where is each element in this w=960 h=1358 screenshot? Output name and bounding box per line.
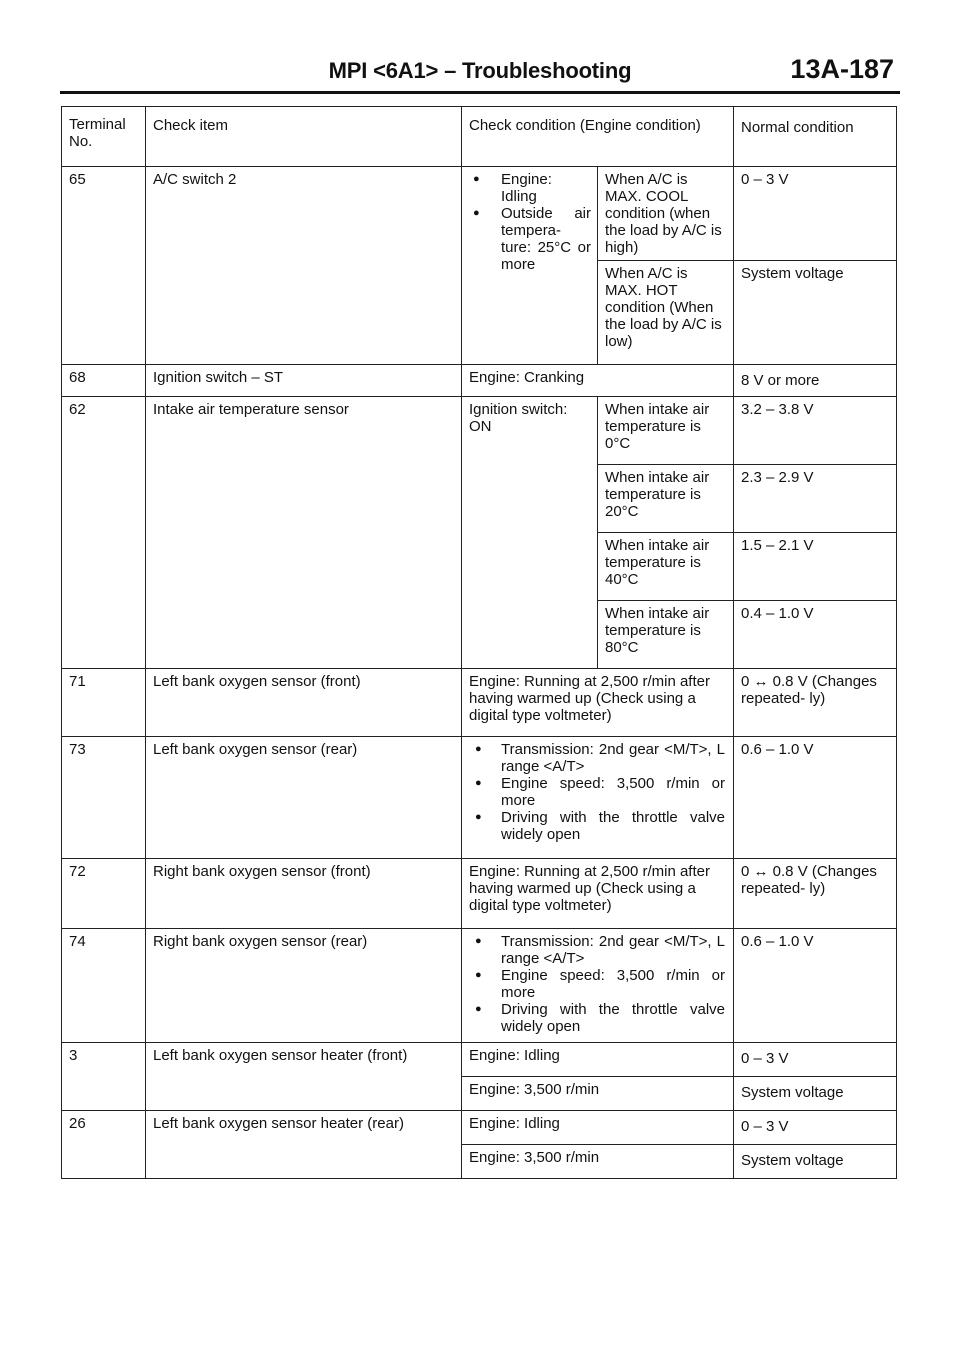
terminal-cell: 72 [62, 859, 146, 929]
table-row [62, 397, 897, 465]
condition-cell: Engine: 3,500 r/min [462, 1145, 734, 1179]
check-item-cell: Intake air temperature sensor [146, 397, 462, 669]
normal-condition-cell: 0.6 – 1.0 V [734, 737, 897, 859]
normal-condition-cell: 3.2 – 3.8 V [734, 397, 897, 465]
table-row [62, 929, 897, 1043]
terminal-cell: 65 [62, 167, 146, 365]
condition-cell: Engine: 3,500 r/min [462, 1077, 734, 1111]
check-item-cell: Right bank oxygen sensor (rear) [146, 929, 462, 1043]
condition-bullet: ● Engine speed: 3,500 r/min or more [469, 775, 725, 809]
terminal-cell: 73 [62, 737, 146, 859]
check-item-cell: Left bank oxygen sensor heater (rear) [146, 1111, 462, 1179]
normal-condition-cell: 0 – 3 V [734, 1043, 897, 1077]
condition-cell: Engine: Running at 2,500 r/min after having warmed up (Check using a digital type voltmeter) [462, 669, 734, 737]
page-title: MPI <6A1> – Troubleshooting [328, 58, 632, 83]
terminal-cell: 3 [62, 1043, 146, 1111]
check-item-cell: Right bank oxygen sensor (front) [146, 859, 462, 929]
normal-condition-cell: System voltage [734, 1077, 897, 1111]
normal-condition-cell: 0 – 3 V [734, 167, 897, 261]
normal-condition-cell: 0 – 3 V [734, 1111, 897, 1145]
table-row [62, 167, 897, 261]
normal-condition-cell: 0.4 – 1.0 V [734, 601, 897, 669]
normal-condition-cell: 8 V or more [734, 365, 897, 397]
condition-cell [462, 167, 598, 365]
normal-condition-cell: System voltage [734, 1145, 897, 1179]
normal-condition-cell: System voltage [734, 261, 897, 365]
sub-condition-cell: When intake air temperature is 20°C [598, 465, 734, 533]
terminal-cell: 71 [62, 669, 146, 737]
normal-condition-cell: 0.6 – 1.0 V [734, 929, 897, 1043]
table-header-row [62, 107, 897, 167]
header-rule [60, 91, 900, 94]
check-item-cell: Left bank oxygen sensor (front) [146, 669, 462, 737]
sub-condition-cell: When intake air temperature is 40°C [598, 533, 734, 601]
page-header [60, 54, 900, 88]
table-row [62, 1043, 897, 1077]
condition-bullet: ● Driving with the throttle valve widely open [469, 809, 725, 843]
terminal-cell: 62 [62, 397, 146, 669]
condition-cell: Engine: Cranking [462, 365, 734, 397]
col-header-check-item: Check item [146, 107, 462, 167]
normal-condition-cell: 0 ↔ 0.8 V (Changes repeated- ly) [734, 669, 897, 737]
terminal-cell: 26 [62, 1111, 146, 1179]
condition-cell: Engine: Idling [462, 1043, 734, 1077]
table-row [62, 669, 897, 737]
sub-condition-cell: When intake air temperature is 0°C [598, 397, 734, 465]
terminal-check-table [61, 106, 897, 1179]
condition-bullet: ● Engine: Idling [467, 171, 591, 205]
condition-cell: Engine: Running at 2,500 r/min after having warmed up (Check using a digital type voltmeter) [462, 859, 734, 929]
terminal-cell: 74 [62, 929, 146, 1043]
table-row [62, 365, 897, 397]
col-header-check-condition: Check condition (Engine condition) [462, 107, 734, 167]
condition-bullet: ● Driving with the throttle valve widely open [469, 1001, 725, 1035]
condition-cell [462, 929, 734, 1043]
page-number: 13A-187 [790, 54, 894, 84]
check-item-cell: A/C switch 2 [146, 167, 462, 365]
table-row [62, 737, 897, 859]
sub-condition-cell: When A/C is MAX. COOL condition (when the load by A/C is high) [598, 167, 734, 261]
normal-condition-cell: 2.3 – 2.9 V [734, 465, 897, 533]
table-row [62, 859, 897, 929]
condition-bullet: ● Engine speed: 3,500 r/min or more [469, 967, 725, 1001]
terminal-cell: 68 [62, 365, 146, 397]
condition-bullet: ● Transmission: 2nd gear <M/T>, L range <A/T> [469, 741, 725, 775]
condition-cell: Ignition switch: ON [462, 397, 598, 669]
check-item-cell: Left bank oxygen sensor (rear) [146, 737, 462, 859]
check-item-cell: Left bank oxygen sensor heater (front) [146, 1043, 462, 1111]
col-header-normal-condition: Normal condition [734, 107, 897, 167]
normal-condition-cell: 0 ↔ 0.8 V (Changes repeated- ly) [734, 859, 897, 929]
condition-cell [462, 737, 734, 859]
condition-cell: Engine: Idling [462, 1111, 734, 1145]
normal-condition-cell: 1.5 – 2.1 V [734, 533, 897, 601]
sub-condition-cell: When A/C is MAX. HOT condition (When the load by A/C is low) [598, 261, 734, 365]
condition-bullet: ● Transmission: 2nd gear <M/T>, L range <A/T> [469, 933, 725, 967]
sub-condition-cell: When intake air temperature is 80°C [598, 601, 734, 669]
col-header-terminal: Terminal No. [62, 107, 146, 167]
check-item-cell: Ignition switch – ST [146, 365, 462, 397]
table-row [62, 1111, 897, 1145]
condition-bullet: ● Outside air tempera- ture: 25°C or more [467, 205, 591, 273]
